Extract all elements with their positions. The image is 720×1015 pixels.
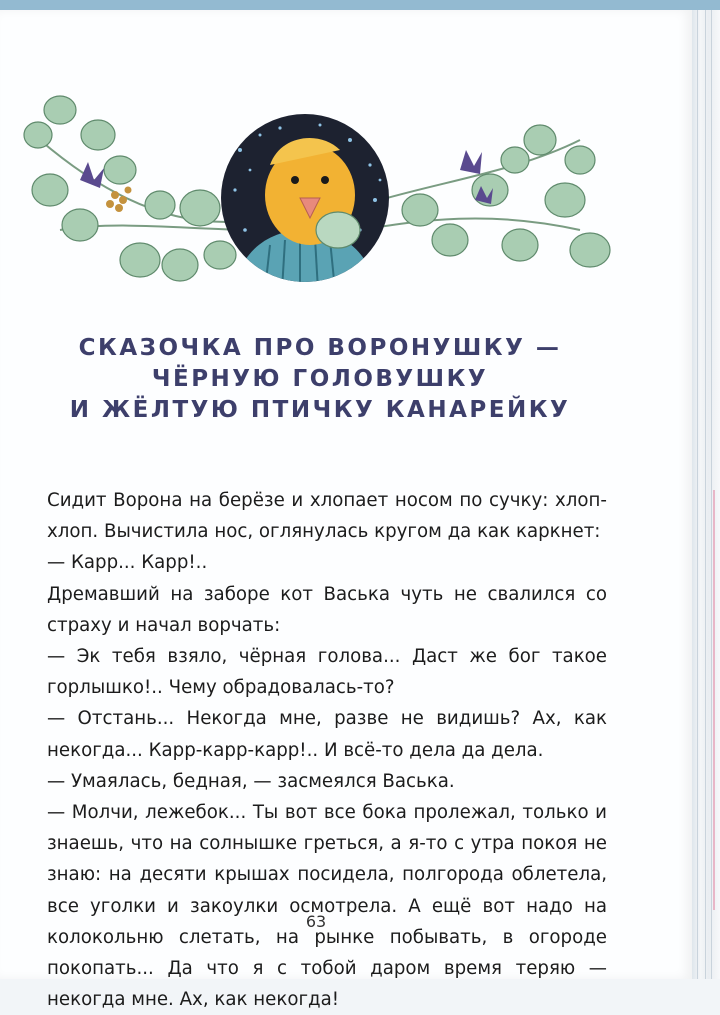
title-line: И ЖЁЛТУЮ ПТИЧКУ КАНАРЕЙКУ [69, 397, 571, 423]
page-edge-line [705, 10, 706, 979]
page-number: 63 [305, 912, 327, 931]
paragraph: — Умаялась, бедная, — засмеялся Васька. [47, 770, 455, 792]
page-edge-color-strip [713, 490, 715, 910]
story-title [60, 333, 580, 426]
paragraph: Сидит Ворона на берёзе и хлопает носом по сучку: хлоп-хлоп. Вычистила нос, оглянулась кругом да как каркнет: [47, 490, 607, 543]
title-line: ЧЁРНУЮ ГОЛОВУШКУ [151, 366, 489, 392]
story-text [47, 485, 607, 1015]
chapter-illustration [20, 80, 620, 310]
paragraph: — Эк тебя взяло, чёрная голова... Даст же бог такое горлышко!.. Чему обрадовалась-то? [47, 646, 607, 699]
paragraph: — Карр... Карр!.. [47, 552, 208, 574]
page-edge-line [711, 10, 712, 979]
paragraph: — Молчи, лежебок... Ты вот все бока пролежал, только и знаешь, что на солнышке греться, а я-то с утра покоя не знаю: на десяти крышах посидела, полгорода облетела, все уголки и закоулки осмотрела. А ещё вот надо на колокольню слетать, на рынке побывать, в огороде покопать... Да что я с тобой даром время теряю — некогда мне. Ах, как некогда! [47, 802, 607, 1011]
title-line: СКАЗОЧКА ПРО ВОРОНУШКУ — [78, 335, 562, 361]
paragraph: — Отстань... Некогда мне, разве не видишь? Ах, как некогда... Карр-карр-карр!.. И всё-то дела да дела. [47, 708, 607, 761]
page-edge-line [697, 10, 698, 979]
paragraph: Дремавший на заборе кот Васька чуть не свалился со страху и начал ворчать: [47, 583, 607, 636]
